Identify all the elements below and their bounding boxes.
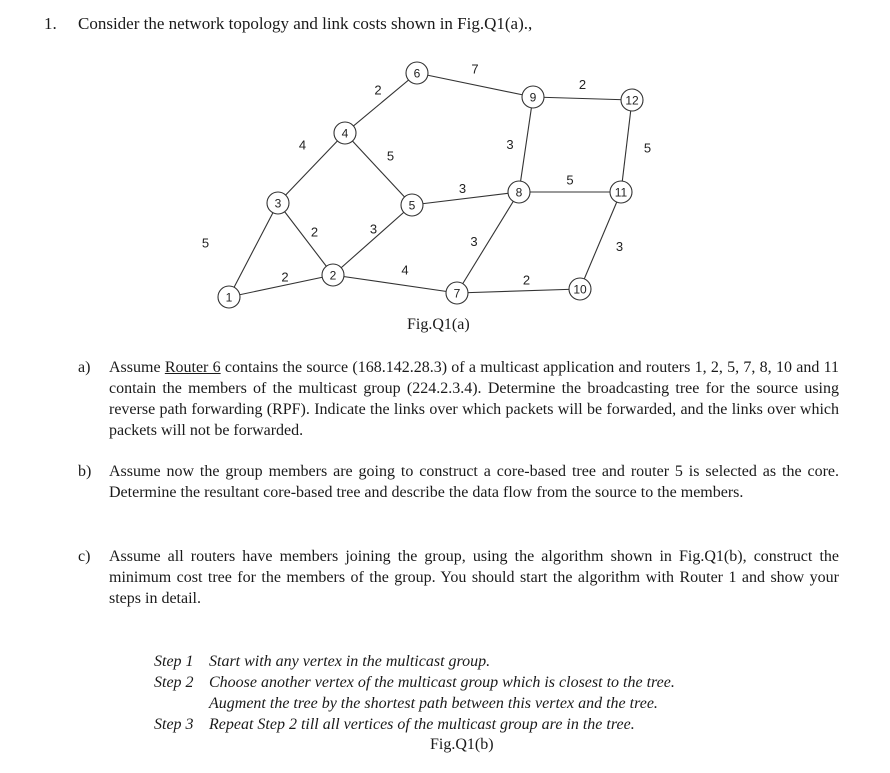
router-label-10: 10 (573, 282, 587, 297)
link-cost-7-10: 2 (522, 272, 531, 288)
link-6-9 (417, 73, 533, 97)
router-label-8: 8 (515, 185, 523, 200)
router-label-3: 3 (274, 196, 282, 211)
link-cost-5-8: 3 (458, 181, 467, 196)
link-8-7 (457, 192, 519, 293)
router-node-7 (446, 282, 468, 304)
part-b-text: Assume now the group members are going to construct a core-based tree and router 5 is selected as the core. Determine the resultant core-based tree and describe the data flow from the source to the members. (109, 463, 839, 501)
link-cost-6-9: 7 (471, 61, 479, 77)
network-topology-diagram (0, 0, 890, 340)
link-cost-9-8: 3 (506, 137, 514, 152)
router-node-10 (569, 278, 591, 300)
router-node-6 (406, 62, 428, 84)
link-cost-3-2: 2 (310, 224, 319, 240)
link-12-11 (621, 100, 632, 192)
link-2-5 (333, 205, 412, 275)
question-number: 1. (44, 14, 57, 33)
router-label-12: 12 (625, 93, 639, 108)
link-3-4 (278, 133, 345, 203)
router-label-1: 1 (225, 290, 233, 305)
router-node-2 (322, 264, 344, 286)
router-node-8 (508, 181, 530, 203)
link-cost-2-7: 4 (401, 262, 409, 278)
link-cost-11-10: 3 (615, 239, 624, 254)
part-c (78, 546, 848, 609)
link-2-7 (333, 275, 457, 293)
router-node-1 (218, 286, 240, 308)
part-b-label: b) (78, 463, 92, 480)
figure-b-caption: Fig.Q1(b) (430, 736, 494, 753)
algorithm-steps (154, 651, 779, 735)
router-label-5: 5 (408, 198, 416, 213)
step-3: Step 3 Repeat Step 2 till all vertices of the multicast group are in the tree. (154, 716, 635, 733)
step-2-continued: Augment the tree by the shortest path between this vertex and the tree. (209, 695, 658, 712)
part-a-label: a) (78, 359, 91, 376)
link-cost-12-11: 5 (643, 140, 652, 156)
part-a (78, 357, 848, 441)
step-1: Step 1 Start with any vertex in the multicast group. (154, 653, 491, 670)
router-label-7: 7 (453, 286, 461, 301)
link-9-8 (519, 97, 533, 192)
router-6-underlined: Router 6 (164, 359, 221, 376)
part-c-label: c) (78, 548, 91, 565)
link-cost-9-12: 2 (578, 77, 587, 92)
router-label-4: 4 (341, 126, 349, 141)
link-cost-4-5: 5 (386, 148, 395, 164)
link-cost-1-3: 5 (201, 235, 210, 251)
link-7-10 (457, 289, 580, 293)
link-cost-8-11: 5 (566, 172, 574, 188)
link-cost-8-7: 3 (470, 234, 478, 249)
router-node-5 (401, 194, 423, 216)
router-label-9: 9 (529, 90, 537, 105)
link-9-12 (533, 97, 632, 100)
step-2: Step 2 Choose another vertex of the multicast group which is closest to the tree. (154, 674, 675, 691)
link-cost-4-6: 2 (374, 82, 382, 98)
router-label-6: 6 (413, 66, 421, 81)
link-1-3 (229, 203, 278, 297)
link-cost-1-2: 2 (281, 269, 289, 285)
link-11-10 (580, 192, 624, 289)
part-a-text: Assume Router 6 contains the source (168.142.28.3) of a multicast application and routers 1, 2, 5, 7, 8, 10 and 11 contain the members of the multicast group (224.2.3.4). Determine the broadcasting tree for the source using reverse path forwarding (RPF). Indicate the links over which packets will be forwarded, and the links over which packets will not be forwarded. (109, 359, 839, 439)
router-node-11 (610, 181, 632, 203)
part-b (78, 461, 848, 524)
figure-a-caption: Fig.Q1(a) (407, 316, 470, 333)
question-text: Consider the network topology and link costs shown in Fig.Q1(a)., (78, 14, 533, 33)
link-4-5 (345, 133, 412, 205)
router-node-9 (522, 86, 544, 108)
router-node-12 (621, 89, 643, 111)
router-node-4 (334, 122, 356, 144)
router-label-11: 11 (614, 185, 628, 200)
link-cost-3-4: 4 (298, 137, 307, 153)
router-node-3 (267, 192, 289, 214)
router-label-2: 2 (329, 268, 337, 283)
link-3-2 (278, 203, 333, 275)
link-cost-2-5: 3 (369, 221, 378, 237)
part-c-text: Assume all routers have members joining the group, using the algorithm shown in Fig.Q1(b), construct the minimum cost tree for the members of the group. You should start the algorithm with Router 1 and show your steps in detail. (109, 548, 839, 607)
